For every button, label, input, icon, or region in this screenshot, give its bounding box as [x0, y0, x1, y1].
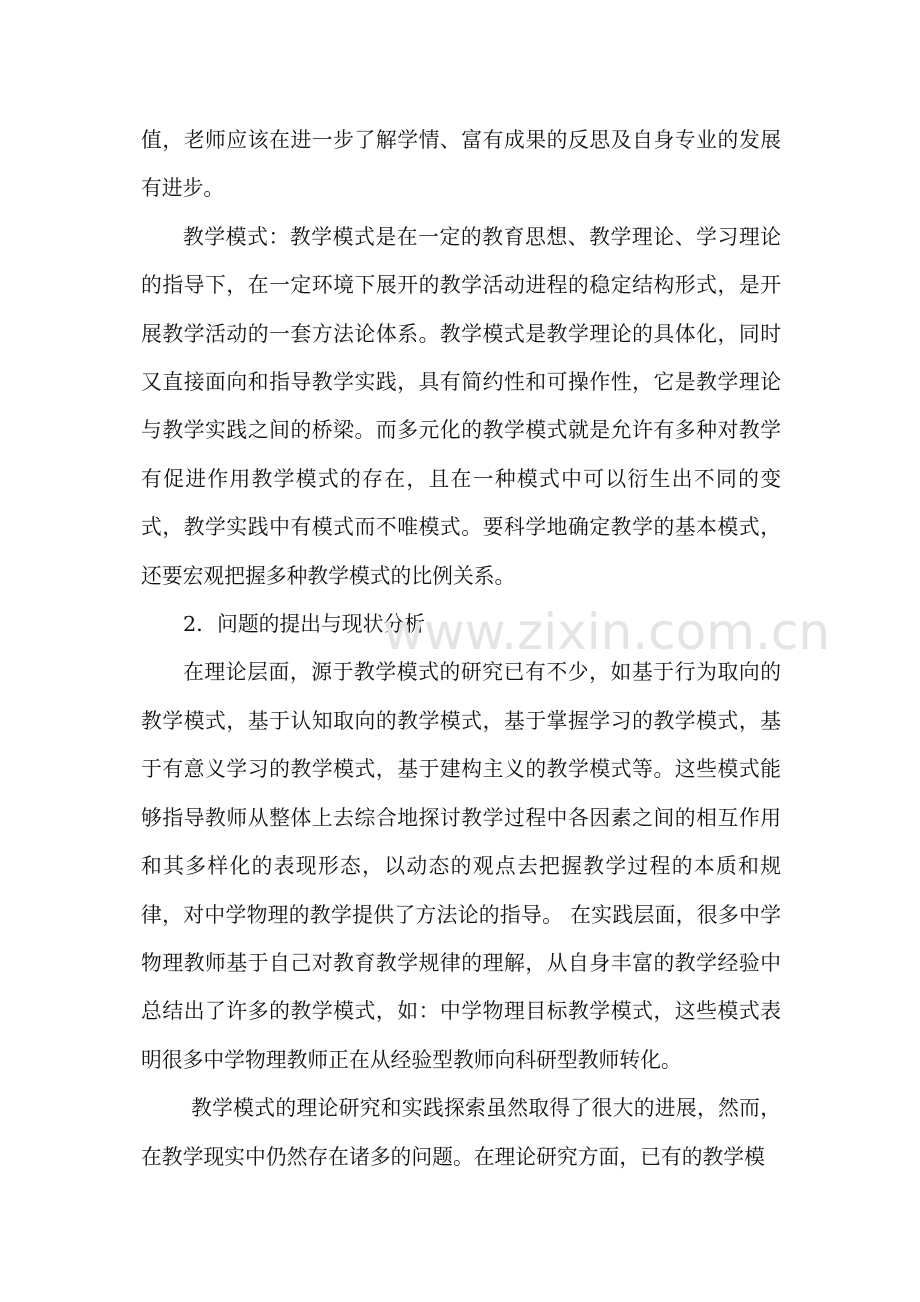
paragraph-theory-practice: 在理论层面，源于教学模式的研究已有不少，如基于行为取向的教学模式，基于认知取向的教学模式，基于掌握学习的教学模式，基于有意义学习的教学模式，基于建构主义的教学模式等。这些模式能够指导教师从整体上去综合地探讨教学过程中各因素之间的相互作用和其多样化的表现形态，以动态的观点去把握教学过程的本质和规律，对中学物理的教学提供了方法论的指导。 在实践层面，很多中学物理教师基于自己对教育教学规律的理解，从自身丰富的教学经验中总结出了许多的教学模式，如：中学物理目标教学模式，这些模式表明很多中学物理教师正在从经验型教师向科研型教师转化。	[141, 660, 781, 1072]
paragraph-teaching-model-definition: 教学模式：教学模式是在一定的教育思想、教学理论、学习理论的指导下，在一定环境下展开的教学活动进程的稳定结构形式，是开展教学活动的一套方法论体系。教学模式是教学理论的具体化，同时又直接面向和指导教学实践，具有简约性和可操作性，它是教学理论与教学实践之间的桥梁。而多元化的教学模式就是允许有多种对教学有促进作用教学模式的存在，且在一种模式中可以衍生出不同的变式，教学实践中有模式而不唯模式。要科学地确定教学的基本模式，还要宏观把握多种教学模式的比例关系。	[141, 224, 781, 588]
section-heading-problem-analysis: 2．问题的提出与现状分析	[183, 612, 425, 637]
paragraph-continuation: 值，老师应该在进一步了解学情、富有成果的反思及自身专业的发展有进步。	[141, 128, 781, 201]
watermark-text: www.zixin.com.cn	[383, 603, 831, 661]
paragraph-existing-problems: 教学模式的理论研究和实践探索虽然取得了很大的进展，然而，在教学现实中仍然存在诸多的问题。在理论研究方面，已有的教学模	[141, 1096, 781, 1169]
document-body	[141, 116, 781, 1181]
